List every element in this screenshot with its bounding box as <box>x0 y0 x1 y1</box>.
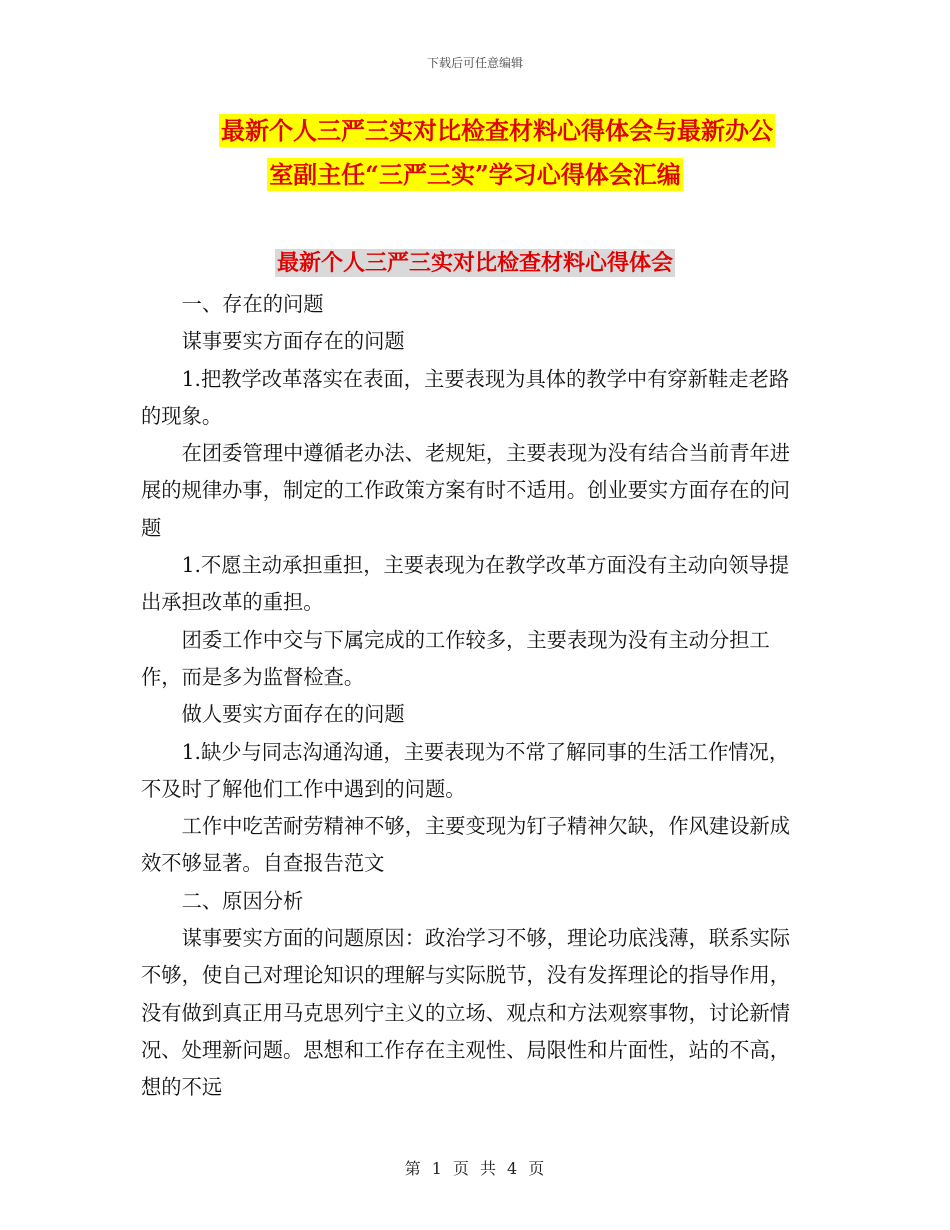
paragraph: 团委工作中交与下属完成的工作较多，主要表现为没有主动分担工作，而是多为监督检查。 <box>141 627 770 689</box>
total-page-count: 4 <box>507 1159 519 1178</box>
current-page-number: 1 <box>431 1159 443 1178</box>
document-body <box>141 286 801 1107</box>
paragraph: 1.不愿主动承担重担，主要表现为在教学改革方面没有主动向领导提出承担改革的重担。 <box>141 553 790 615</box>
title-line-1-text: 最新个人三严三实对比检查材料心得体会与最新办公 <box>221 116 773 145</box>
title-line-2-text: 室副主任“三严三实”学习心得体会汇编 <box>269 160 681 189</box>
paragraph: 在团委管理中遵循老办法、老规矩，主要表现为没有结合当前青年进展的规律办事，制定的工作政策方案有时不适用。创业要实方面存在的问题 <box>141 441 791 540</box>
footer-ye: 页 <box>452 1159 470 1178</box>
subheading-planning: 谋事要实方面存在的问题 <box>181 329 405 354</box>
section-title-text: 最新个人三严三实对比检查材料心得体会 <box>276 250 673 276</box>
footer-gong: 共 <box>480 1159 498 1178</box>
heading-problems: 一、存在的问题 <box>181 292 324 316</box>
paragraph: 工作中吃苦耐劳精神不够，主要变现为钉子精神欠缺，作风建设新成效不够显著。自查报告范文 <box>141 814 791 876</box>
footer-ye-2: 页 <box>528 1159 546 1178</box>
document-title-line-2 <box>0 156 950 194</box>
heading-cause-analysis: 二、原因分析 <box>181 888 304 913</box>
document-title-line-1 <box>0 112 950 150</box>
header-note: 下载后可任意编辑 <box>426 56 523 70</box>
section-title <box>0 246 950 280</box>
footer-di: 第 <box>404 1159 422 1178</box>
page-footer <box>0 1156 950 1179</box>
paragraph: 1.缺少与同志沟通沟通，主要表现为不常了解同事的生活工作情况，不及时了解他们工作中遇到的问题。 <box>141 739 790 801</box>
paragraph: 1.把教学改革落实在表面，主要表现为具体的教学中有穿新鞋走老路的现象。 <box>141 366 790 428</box>
subheading-conduct: 做人要实方面存在的问题 <box>181 702 405 727</box>
paragraph: 谋事要实方面的问题原因：政治学习不够，理论功底浅薄，联系实际不够，使自己对理论知识的理解与实际脱节，没有发挥理论的指导作用，没有做到真正用马克思列宁主义的立场、观点和方法观察事物，讨论新情况、处理新问题。思想和工作存在主观性、局限性和片面性，站的不高，想的不远 <box>141 926 791 1100</box>
